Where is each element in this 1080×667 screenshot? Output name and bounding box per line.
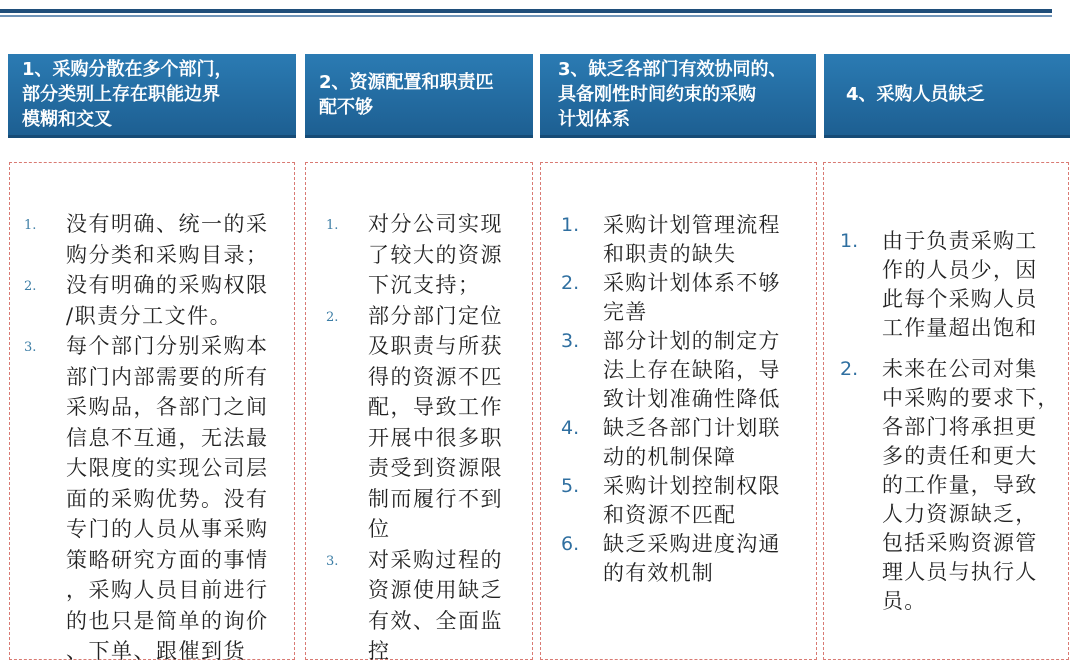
item-text: 没有明确、统一的采 购分类和采购目录； (66, 212, 269, 267)
item-number: 3. (326, 553, 339, 569)
item-number: 2. (326, 309, 339, 325)
column-header-2 (305, 54, 533, 138)
item-number: 3. (561, 330, 580, 352)
list-item (326, 209, 530, 301)
list-item (561, 327, 813, 414)
issue-list (840, 227, 1066, 616)
column-header-text: 2、资源配置和职责匹 配不够 (319, 71, 494, 118)
item-number: 1. (840, 230, 859, 252)
item-number: 6. (561, 533, 580, 555)
issue-list (24, 209, 290, 667)
item-number: 1. (561, 214, 580, 236)
item-number: 1. (24, 218, 37, 233)
item-text: 由于负责采购工 作的人员少，因 此每个采购人员 工作量超出饱和 (882, 229, 1038, 340)
column-box-2 (305, 162, 533, 663)
list-item (840, 227, 1066, 343)
item-text: 采购计划管理流程 和职责的缺失 (603, 213, 781, 266)
item-text: 缺乏各部门计划联 动的机制保障 (603, 416, 781, 469)
issue-list (561, 211, 813, 588)
list-item (24, 331, 290, 667)
item-text: 没有明确的采购权限 /职责分工文件。 (66, 273, 269, 328)
column-box-4 (823, 162, 1069, 660)
list-item (326, 301, 530, 545)
item-number: 2. (24, 279, 37, 294)
list-item (24, 209, 290, 270)
column-box-3 (540, 162, 817, 660)
column-header-4 (824, 54, 1070, 138)
item-number: 2. (561, 272, 580, 294)
list-item (561, 211, 813, 269)
list-item (840, 355, 1066, 616)
item-text: 采购计划控制权限 和资源不匹配 (603, 474, 781, 527)
item-number: 5. (561, 475, 580, 497)
issue-list (326, 209, 530, 667)
item-text: 未来在公司对集 中采购的要求下， 各部门将承担更 多的责任和更大 的工作量，导致 人力资源缺乏， 包括采购资源管 理人员与执行人 员。 (882, 357, 1060, 613)
top-rule-thin (0, 15, 1052, 17)
list-item (561, 414, 813, 472)
column-header-text: 1、采购分散在多个部门， 部分类别上存在职能边界 模糊和交叉 (22, 59, 233, 130)
list-item (561, 530, 813, 588)
list-item (326, 545, 530, 667)
column-header-1 (8, 54, 296, 138)
item-text: 每个部门分别采购本 部门内部需要的所有 采购品，各部门之间 信息不互通，无法最 大限度的实现公司层 面的采购优势。没有 专门的人员从事采购 策略研究方面的事情 ，采购人员目前进行 的也只是简单的询价 、下单、跟催到货 (66, 334, 269, 663)
item-number: 3. (24, 340, 37, 355)
column-header-text: 4、采购人员缺乏 (846, 84, 985, 105)
column-header-text: 3、缺乏各部门有效协同的、 具备刚性时间约束的采购 计划体系 (558, 59, 787, 130)
item-text: 对分公司实现 了较大的资源 下沉支持； (368, 212, 503, 297)
item-number: 4. (561, 417, 580, 439)
list-item (561, 472, 813, 530)
item-text: 对采购过程的 资源使用缺乏 有效、全面监 控 (368, 547, 503, 663)
list-item (24, 270, 290, 331)
item-number: 2. (840, 358, 859, 380)
item-text: 部分部门定位 及职责与所获 得的资源不匹 配，导致工作 开展中很多职 责受到资源限 制而履行不到 位 (368, 303, 503, 541)
top-rule (0, 9, 1052, 13)
column-box-1 (9, 162, 295, 663)
column-header-3 (540, 54, 816, 138)
item-text: 采购计划体系不够 完善 (603, 271, 781, 324)
item-text: 部分计划的制定方 法上存在缺陷，导 致计划准确性降低 (603, 329, 781, 411)
list-item (561, 269, 813, 327)
item-number: 1. (326, 218, 339, 233)
item-text: 缺乏采购进度沟通 的有效机制 (603, 532, 781, 585)
